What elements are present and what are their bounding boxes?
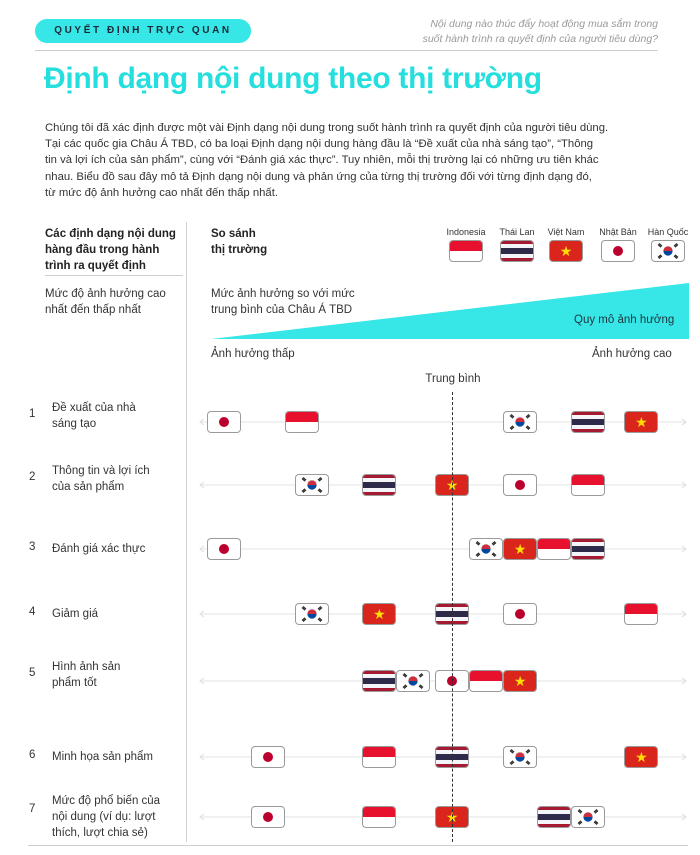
row-4-korea-flag (296, 604, 328, 624)
row-5-indonesia-flag (470, 671, 502, 691)
row-label-line: phẩm tốt (52, 677, 97, 689)
header-divider (35, 50, 658, 51)
legend-item-th (492, 226, 542, 238)
column-divider (186, 222, 187, 842)
row-rank: 5 (29, 667, 36, 679)
low-influence-label: Ảnh hưởng thấp (211, 348, 295, 360)
row-1-japan-flag (208, 412, 240, 432)
row-label (52, 463, 150, 495)
formats-subheading-line: Mức độ ảnh hưởng cao (45, 288, 166, 300)
legend-name: Thái Lan (499, 227, 535, 237)
legend-name: Indonesia (446, 227, 486, 237)
formats-heading-line: hàng đầu trong hành (45, 244, 160, 256)
formats-heading-line: Các định dạng nội dung (45, 228, 176, 240)
row-label-line: của sản phẩm (52, 481, 125, 493)
thailand-flag (501, 241, 533, 261)
row-5-korea-flag (397, 671, 429, 691)
row-6-indonesia-flag (363, 747, 395, 767)
row-rank: 4 (29, 606, 36, 618)
legend-item-kr (643, 226, 693, 238)
row-label-line: Giảm giá (52, 608, 99, 620)
header-question (400, 17, 658, 47)
row-1-vietnam-flag: ★ (625, 412, 657, 432)
row-2-indonesia-flag (572, 475, 604, 495)
intro-line: từ mức độ ảnh hưởng cao nhất đến thấp nhất. (45, 186, 278, 199)
row-7-indonesia-flag (363, 807, 395, 827)
compare-heading (211, 226, 267, 258)
row-label-line: nội dung (ví dụ: lượt (52, 811, 156, 823)
row-6-japan-flag (252, 747, 284, 767)
legend-name: Hàn Quốc (647, 227, 689, 237)
average-line (452, 392, 453, 842)
row-5-vietnam-flag: ★ (504, 671, 536, 691)
legend-item-id (441, 226, 491, 238)
row-label (52, 659, 120, 691)
bottom-divider (28, 845, 688, 846)
korea-flag (652, 241, 684, 261)
row-rank: 3 (29, 541, 36, 553)
intro-line: nhau. Biểu đồ sau đây mô tả Định dạng nội dung và phản ứng của từng thị trường đối với từng định dạng đó, (45, 170, 592, 183)
row-1-indonesia-flag (286, 412, 318, 432)
section-badge: QUYẾT ĐỊNH TRỰC QUAN (35, 19, 251, 43)
compare-subheading-line: Mức ảnh hưởng so với mức (211, 288, 355, 300)
row-7-korea-flag (572, 807, 604, 827)
row-5-thailand-flag (363, 671, 395, 691)
row-label (52, 749, 153, 765)
indonesia-flag (450, 241, 482, 261)
formats-subheading (45, 286, 166, 318)
formats-heading (45, 226, 185, 274)
high-influence-label: Ảnh hưởng cao (592, 348, 672, 360)
row-7-thailand-flag (538, 807, 570, 827)
row-2-japan-flag (504, 475, 536, 495)
row-1-korea-flag (504, 412, 536, 432)
row-3-thailand-flag (572, 539, 604, 559)
header-question-line: suốt hành trình ra quyết định của người tiêu dùng? (422, 33, 658, 45)
row-4-indonesia-flag (625, 604, 657, 624)
compare-subheading (211, 286, 355, 318)
row-2-korea-flag (296, 475, 328, 495)
row-3-japan-flag (208, 539, 240, 559)
row-6-korea-flag (504, 747, 536, 767)
row-label (52, 400, 136, 432)
row-label-line: Mức độ phổ biến của (52, 795, 161, 807)
legend-item-jp (593, 226, 643, 238)
legend-item-vn (541, 226, 591, 259)
row-7-japan-flag (252, 807, 284, 827)
row-3-vietnam-flag: ★ (504, 539, 536, 559)
intro-line: tin và lợi ích của sản phẩm”, cùng với “Đánh giá xác thực”. Tuy nhiên, mỗi thị trường lại có những ưu tiên khác (45, 154, 599, 167)
compare-subheading-line: trung bình của Châu Á TBD (211, 304, 353, 316)
row-label-line: Thông tin và lợi ích (52, 465, 150, 477)
compare-heading-line: So sánh (211, 228, 256, 240)
formats-heading-divider (45, 275, 183, 276)
legend-name: Việt Nam (547, 227, 585, 237)
row-label-line: Đánh giá xác thực (52, 543, 146, 555)
page-title: Định dạng nội dung theo thị trường (44, 62, 542, 95)
intro-paragraph (45, 120, 665, 201)
formats-heading-line: trình ra quyết định (45, 260, 146, 272)
row-2-thailand-flag (363, 475, 395, 495)
japan-flag (602, 241, 634, 261)
average-label: Trung bình (425, 373, 481, 385)
row-label-line: Hình ảnh sản (52, 661, 121, 673)
row-label (52, 606, 98, 622)
row-label-line: thích, lượt chia sẻ) (52, 827, 148, 839)
formats-subheading-line: nhất đến thấp nhất (45, 304, 141, 316)
row-track (198, 417, 688, 427)
row-rank: 2 (29, 471, 36, 483)
row-label (52, 541, 145, 557)
header-question-line: Nội dung nào thúc đẩy hoạt động mua sắm trong (430, 18, 658, 30)
legend-name: Nhật Bản (599, 227, 637, 237)
vietnam-flag: ★ (550, 241, 582, 261)
row-3-korea-flag (470, 539, 502, 559)
row-4-japan-flag (504, 604, 536, 624)
row-track (198, 544, 688, 554)
compare-heading-line: thị trường (211, 244, 268, 256)
row-7-vietnam-flag: ★ (436, 807, 468, 827)
intro-line: Tại các quốc gia Châu Á TBD, có ba loại Định dạng nội dung hàng đầu là “Đề xuất của nhà sáng tạo”, “Thông (45, 138, 594, 151)
row-label-line: sáng tạo (52, 418, 97, 430)
row-6-vietnam-flag: ★ (625, 747, 657, 767)
row-rank: 1 (29, 408, 36, 420)
row-label-line: Đề xuất của nhà (52, 402, 136, 414)
row-label-line: Minh họa sản phẩm (52, 751, 154, 763)
scale-label: Quy mô ảnh hưởng (574, 314, 675, 326)
row-label (52, 793, 160, 841)
row-rank: 6 (29, 749, 36, 761)
row-rank: 7 (29, 803, 36, 815)
row-1-thailand-flag (572, 412, 604, 432)
row-2-vietnam-flag: ★ (436, 475, 468, 495)
intro-line: Chúng tôi đã xác định được một vài Định dạng nội dung trong suốt hành trình ra quyết định của người tiêu dùng. (45, 122, 609, 134)
row-3-indonesia-flag (538, 539, 570, 559)
row-4-vietnam-flag: ★ (363, 604, 395, 624)
